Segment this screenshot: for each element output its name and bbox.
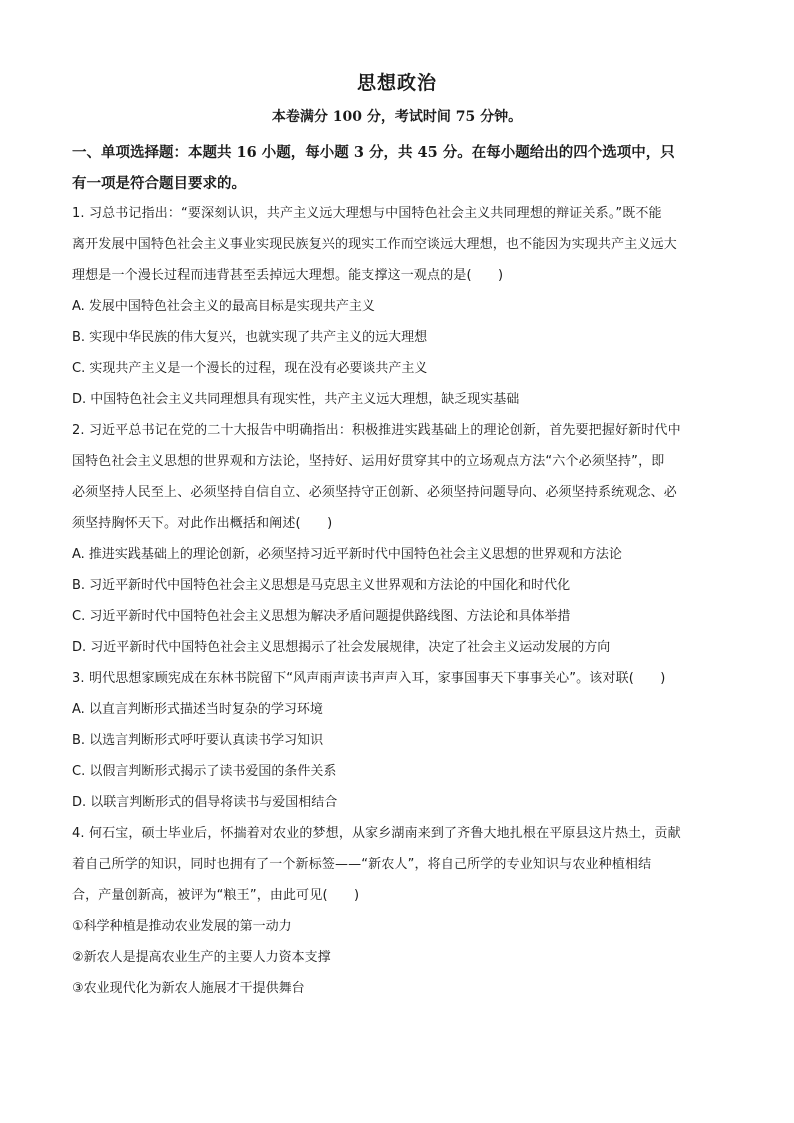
stem-line: 国特色社会主义思想的世界观和方法论，坚持好、运用好贯穿其中的立场观点方法“六个必须坚持”，即 <box>72 454 665 469</box>
question-2 <box>72 415 732 663</box>
questions-list <box>72 198 732 1004</box>
option-a: A. 以直言判断形式描述当时复杂的学习环境 <box>72 702 323 717</box>
question-3 <box>72 663 732 818</box>
exam-info: 本卷满分 100 分，考试时间 75 分钟。 <box>271 109 523 125</box>
question-4 <box>72 818 732 1004</box>
stem-line: 必须坚持人民至上、必须坚持自信自立、必须坚持守正创新、必须坚持问题导向、必须坚持系统观念、必 <box>72 485 677 500</box>
question-1 <box>72 198 732 415</box>
statement-1: ①科学种植是推动农业发展的第一动力 <box>72 919 292 934</box>
stem-line: 须坚持胸怀天下。对此作出概括和阐述( ) <box>72 516 333 531</box>
section-heading-line: 一、单项选择题：本题共 16 小题，每小题 3 分，共 45 分。在每小题给出的四个选项中，只 <box>72 144 675 161</box>
stem-line: 着自己所学的知识，同时也拥有了一个新标签——“新农人”，将自己所学的专业知识与农业种植相结 <box>72 857 652 872</box>
question-stem <box>72 818 732 911</box>
option-a: A. 推进实践基础上的理论创新，必须坚持习近平新时代中国特色社会主义思想的世界观和方法论 <box>72 547 622 562</box>
option-c: C. 实现共产主义是一个漫长的过程，现在没有必要谈共产主义 <box>72 361 428 376</box>
option-c: C. 习近平新时代中国特色社会主义思想为解决矛盾问题提供路线图、方法论和具体举措 <box>72 609 571 624</box>
option-b: B. 实现中华民族的伟大复兴，也就实现了共产主义的远大理想 <box>72 330 428 345</box>
option-b: B. 习近平新时代中国特色社会主义思想是马克思主义世界观和方法论的中国化和时代化 <box>72 578 571 593</box>
option-d: D. 以联言判断形式的倡导将读书与爱国相结合 <box>72 795 338 810</box>
statement-2: ②新农人是提高农业生产的主要人力资本支撑 <box>72 950 331 965</box>
section-heading <box>72 137 722 199</box>
option-b: B. 以选言判断形式呼吁要认真读书学习知识 <box>72 733 324 748</box>
option-a: A. 发展中国特色社会主义的最高目标是实现共产主义 <box>72 299 375 314</box>
question-stem <box>72 663 732 694</box>
stem-line: 离开发展中国特色社会主义事业实现民族复兴的现实工作而空谈远大理想，也不能因为实现共产主义远大 <box>72 237 677 252</box>
question-stem <box>72 198 732 291</box>
page-title: 思想政治 <box>356 72 437 94</box>
stem-line: 合，产量创新高，被评为“粮王”，由此可见( ) <box>72 888 360 903</box>
stem-line: 3. 明代思想家顾宪成在东林书院留下“风声雨声读书声声入耳，家事国事天下事事关心”。该对联( ) <box>72 671 666 686</box>
section-heading-line: 有一项是符合题目要求的。 <box>72 175 246 192</box>
statement-3: ③农业现代化为新农人施展才干提供舞台 <box>72 981 305 996</box>
option-d: D. 习近平新时代中国特色社会主义思想揭示了社会发展规律，决定了社会主义运动发展的方向 <box>72 640 611 655</box>
option-d: D. 中国特色社会主义共同理想具有现实性，共产主义远大理想，缺乏现实基础 <box>72 392 520 407</box>
question-stem <box>72 415 732 539</box>
stem-line: 1. 习总书记指出：“要深刻认识，共产主义远大理想与中国特色社会主义共同理想的辩证关系。”既不能 <box>72 206 662 221</box>
stem-line: 2. 习近平总书记在党的二十大报告中明确指出：积极推进实践基础上的理论创新，首先要把握好新时代中 <box>72 423 681 438</box>
stem-line: 理想是一个漫长过程而违背甚至丢掉远大理想。能支撑这一观点的是( ) <box>72 268 504 283</box>
option-c: C. 以假言判断形式揭示了读书爱国的条件关系 <box>72 764 337 779</box>
stem-line: 4. 何石宝，硕士毕业后，怀揣着对农业的梦想，从家乡湖南来到了齐鲁大地扎根在平原县这片热土，贡献 <box>72 826 681 841</box>
